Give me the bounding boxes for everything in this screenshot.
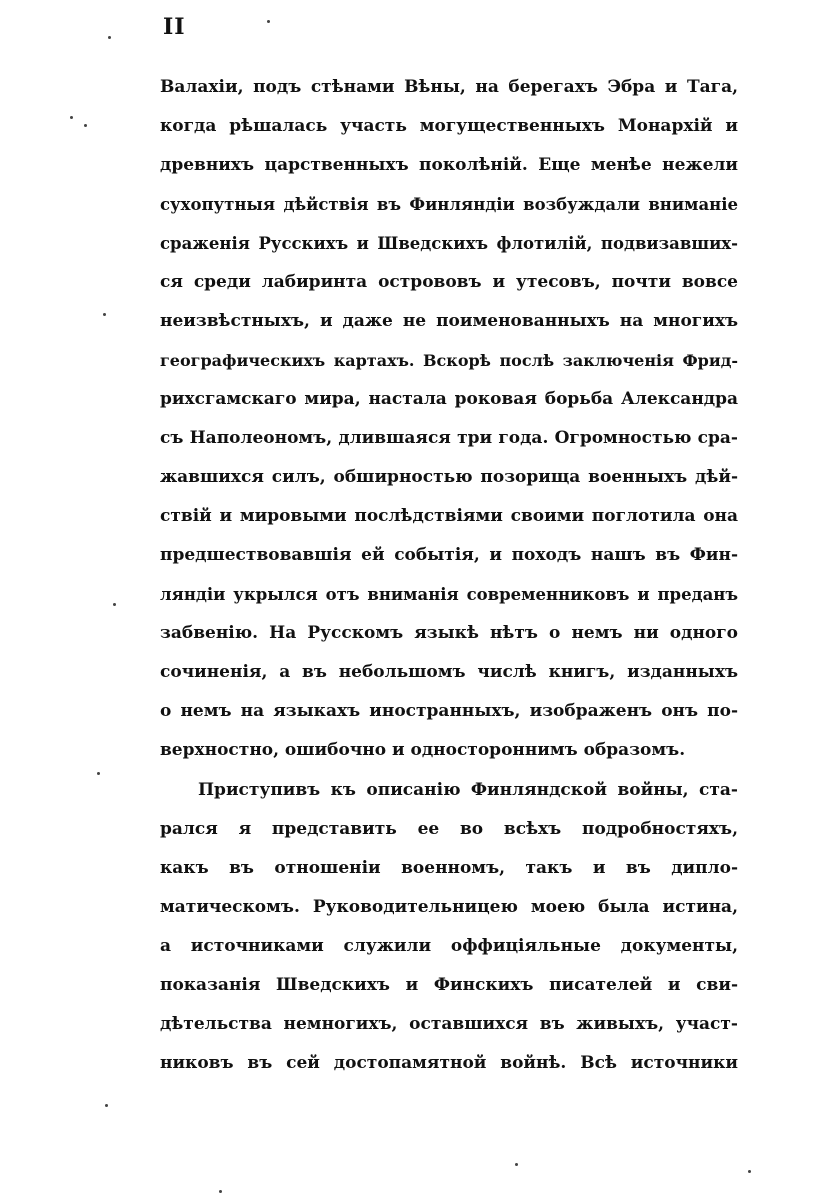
scan-speck: [84, 124, 87, 127]
text-line: неизвѣстныхъ, и даже не поименованныхъ на многихъ: [160, 311, 738, 331]
text-line: съ Наполеономъ, длившаяся три года. Огромностью сра-: [160, 428, 738, 448]
text-line: сочиненія, а въ небольшомъ числѣ книгъ, изданныхъ: [160, 662, 738, 682]
text-line: Валахіи, подъ стѣнами Вѣны, на берегахъ Эбра и Тага,: [160, 77, 738, 97]
text-line: древнихъ царственныхъ поколѣній. Еще менѣе нежели: [160, 155, 738, 175]
scan-speck: [219, 1190, 222, 1193]
scan-speck: [108, 36, 111, 39]
scan-speck: [267, 20, 270, 23]
scan-speck: [748, 1170, 751, 1173]
scan-speck: [113, 603, 116, 606]
text-line: предшествовавшія ей событія, и походъ нашъ въ Фин-: [160, 545, 738, 565]
scan-speck: [515, 1163, 518, 1166]
scan-speck: [70, 116, 73, 119]
text-line: сраженія Русскихъ и Шведскихъ флотилій, подвизавших-: [160, 234, 738, 253]
scan-speck: [97, 772, 100, 775]
text-line: забвенію. На Русскомъ языкѣ нѣтъ о немъ ни одного: [160, 623, 738, 643]
text-line: дѣтельства немногихъ, оставшихся въ живыхъ, участ-: [160, 1014, 738, 1034]
text-line: рался я представить ее во всѣхъ подробностяхъ,: [160, 819, 738, 839]
text-line: верхностно, ошибочно и одностороннимъ образомъ.: [160, 740, 686, 760]
text-line: когда рѣшалась участь могущественныхъ Монархій и: [160, 116, 738, 136]
text-line: рихсгамскаго мира, настала роковая борьба Александра: [160, 389, 738, 409]
text-line: о немъ на языкахъ иностранныхъ, изображенъ онъ по-: [160, 701, 738, 721]
page-number: II: [163, 14, 186, 40]
text-line: показанія Шведскихъ и Финскихъ писателей и сви-: [160, 975, 738, 995]
text-line: ся среди лабиринта острововъ и утесовъ, почти вовсе: [160, 272, 738, 292]
text-line: никовъ въ сей достопамятной войнѣ. Всѣ источники: [160, 1053, 738, 1073]
text-line: Приступивъ къ описанію Финляндской войны, ста-: [198, 780, 738, 800]
paragraph-1: [160, 68, 738, 770]
text-line: жавшихся силъ, обширностью позорища военныхъ дѣй-: [160, 467, 738, 487]
scan-speck: [103, 313, 106, 316]
text-line: матическомъ. Руководительницею моею была истина,: [160, 897, 738, 917]
text-line: ствій и мировыми послѣдствіями своими поглотила она: [160, 506, 738, 526]
scan-speck: [105, 1104, 108, 1107]
paragraph-2: [160, 771, 738, 1083]
text-line: какъ въ отношеніи военномъ, такъ и въ дипло-: [160, 858, 738, 878]
text-line: географическихъ картахъ. Вскорѣ послѣ заключенія Фрид-: [160, 351, 738, 370]
text-line: а источниками служили оффиціяльные документы,: [160, 936, 738, 956]
text-line: сухопутныя дѣйствія въ Финляндіи возбуждали вниманіе: [160, 195, 738, 214]
text-line: ляндіи укрылся отъ вниманія современниковъ и преданъ: [160, 585, 738, 604]
